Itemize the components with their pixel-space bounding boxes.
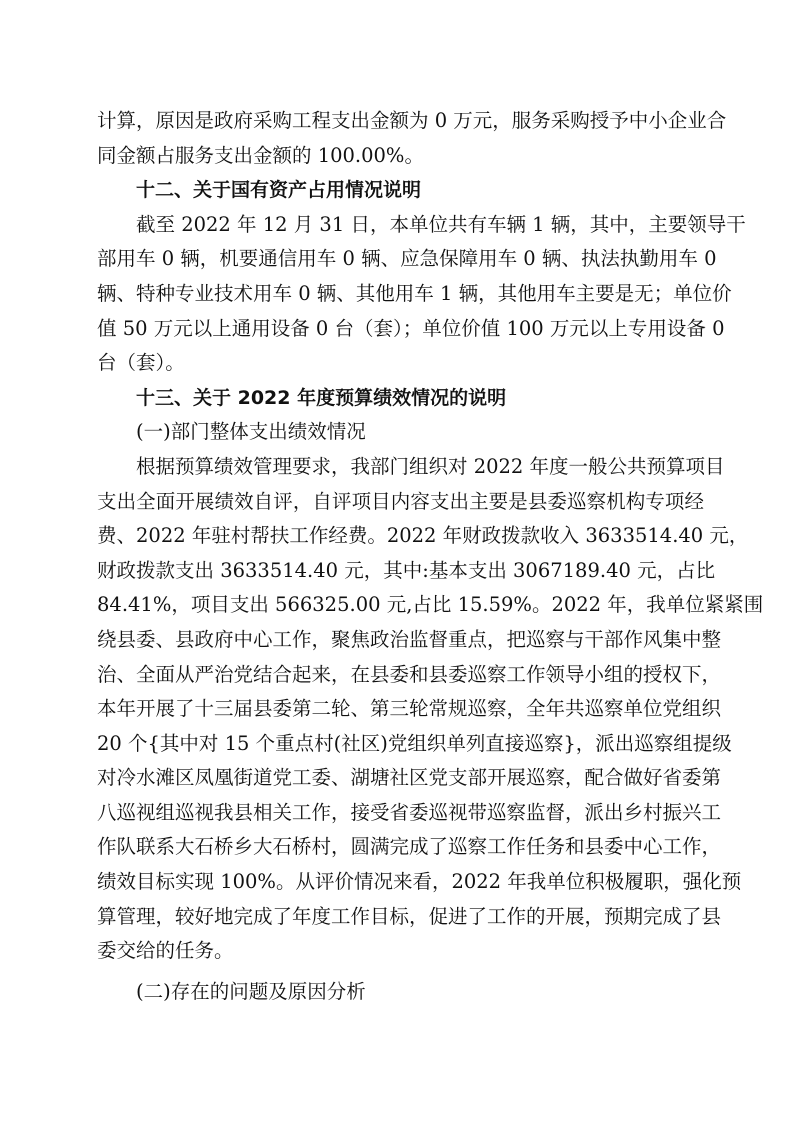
text-line: 财政拨款支出 3633514.40 元，其中:基本支出 3067189.40 元，占比 bbox=[97, 558, 716, 582]
text-line: 支出全面开展绩效自评，自评项目内容支出主要是县委巡察机构专项经 bbox=[97, 489, 704, 513]
text-line: 值 50 万元以上通用设备 0 台（套）；单位价值 100 万元以上专用设备 0 bbox=[97, 316, 725, 340]
text-line: 对冷水滩区凤凰街道党工委、湖塘社区党支部开展巡察，配合做好省委第 bbox=[97, 766, 722, 790]
text-line: 同金额占服务支出金额的 100.00%。 bbox=[97, 143, 424, 167]
text-line: 根据预算绩效管理要求，我部门组织对 2022 年度一般公共预算项目 bbox=[136, 454, 725, 478]
text-line: 辆、特种专业技术用车 0 辆、其他用车 1 辆，其他用车主要是无；单位价 bbox=[97, 281, 732, 305]
subsection-heading: (二)存在的问题及原因分析 bbox=[136, 979, 366, 1003]
text-line: 委交给的任务。 bbox=[97, 939, 234, 963]
document-page bbox=[97, 104, 764, 1009]
section-heading: 十二、关于国有资产占用情况说明 bbox=[136, 179, 422, 202]
text-line: 作队联系大石桥乡大石桥村，圆满完成了巡察工作任务和县委中心工作， bbox=[97, 835, 722, 859]
text-line: 治、全面从严治党结合起来，在县委和县委巡察工作领导小组的授权下， bbox=[97, 662, 722, 686]
text-line: 绕县委、县政府中心工作，聚焦政治监督重点，把巡察与干部作风集中整 bbox=[97, 627, 722, 651]
text-line: 八巡视组巡视我县相关工作，接受省委巡视带巡察监督，派出乡村振兴工 bbox=[97, 800, 722, 824]
text-line: 算管理，较好地完成了年度工作目标，促进了工作的开展，预期完成了县 bbox=[97, 904, 722, 928]
text-line: 84.41%，项目支出 566325.00 元,占比 15.59%。2022 年，我单位紧紧围 bbox=[97, 593, 764, 617]
text-line: 部用车 0 辆，机要通信用车 0 辆、应急保障用车 0 辆、执法执勤用车 0 bbox=[97, 247, 717, 271]
text-line: 费、2022 年驻村帮扶工作经费。2022 年财政拨款收入 3633514.40 元， bbox=[97, 524, 749, 548]
section-heading: 十三、关于 2022 年度预算绩效情况的说明 bbox=[136, 386, 507, 409]
text-line: 截至 2022 年 12 月 31 日，本单位共有车辆 1 辆，其中，主要领导干 bbox=[136, 212, 746, 236]
subsection-heading: (一)部门整体支出绩效情况 bbox=[136, 420, 366, 444]
text-line: 本年开展了十三届县委第二轮、第三轮常规巡察，全年共巡察单位党组织 bbox=[97, 697, 722, 721]
text-line: 20 个{其中对 15 个重点村(社区)党组织单列直接巡察}，派出巡察组提级 bbox=[97, 731, 732, 755]
text-line: 计算，原因是政府采购工程支出金额为 0 万元，服务采购授予中小企业合 bbox=[97, 109, 727, 132]
text-line: 台（套）。 bbox=[97, 351, 185, 375]
text-line: 绩效目标实现 100%。从评价情况来看，2022 年我单位积极履职，强化预 bbox=[97, 870, 742, 894]
